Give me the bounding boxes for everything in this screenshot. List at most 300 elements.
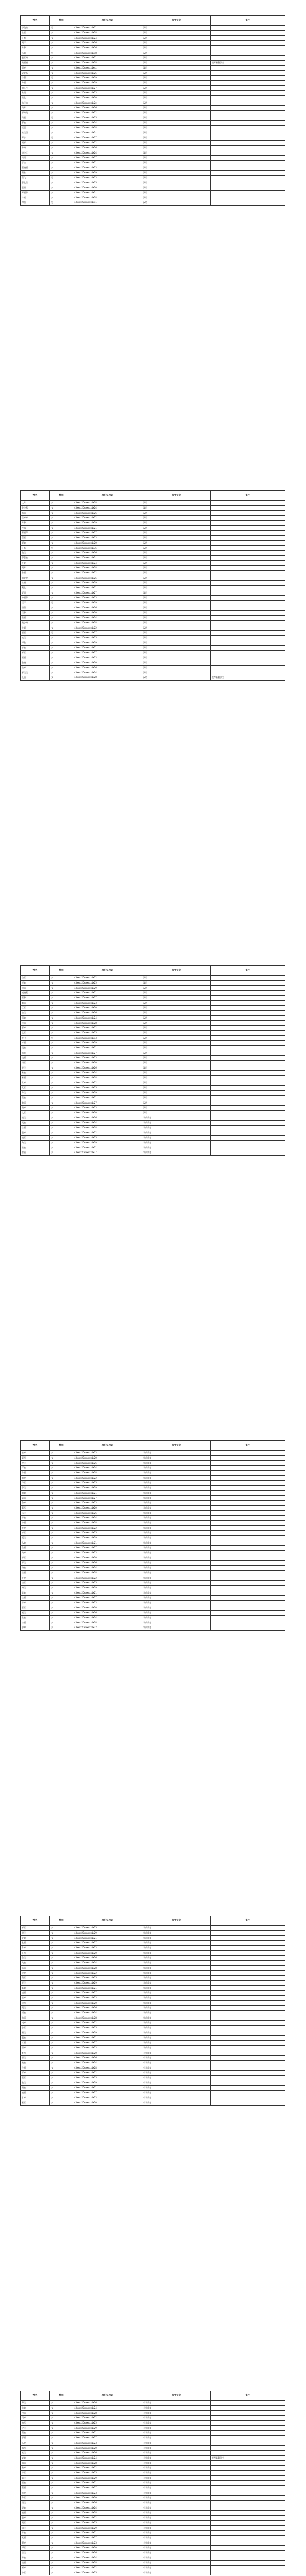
remark-cell <box>211 2036 285 2041</box>
gender-cell: 女 <box>50 45 73 50</box>
gender-cell: 女 <box>50 145 73 150</box>
major-cell: 汉语 <box>142 106 211 111</box>
id-number-cell: 43xxxx20xxxxxx1x21 <box>73 1590 142 1596</box>
name-cell: 宋佳琪 <box>21 130 50 135</box>
id-number-cell: 43xxxx20xxxxxx1x29 <box>73 1140 142 1145</box>
major-cell: 学前教育 <box>142 1625 211 1631</box>
gender-cell: 女 <box>50 170 73 175</box>
major-cell: 小学教育 <box>142 2450 211 2455</box>
gender-cell: 女 <box>50 2420 73 2426</box>
id-number-cell: 43xxxx20xxxxxx1x22 <box>73 2021 142 2026</box>
id-number-cell: 43xxxx20xxxxxx1x25 <box>73 1975 142 1980</box>
table-row <box>21 540 285 546</box>
remark-cell <box>211 605 285 611</box>
id-number-cell: 43xxxx20xxxxxx1x24 <box>73 2505 142 2511</box>
gender-cell: 女 <box>50 2431 73 2436</box>
major-cell: 小学教育 <box>142 2060 211 2065</box>
column-header-major: 报考专业 <box>142 1916 211 1926</box>
gender-cell: 女 <box>50 986 73 991</box>
major-cell: 汉语 <box>142 660 211 666</box>
major-cell: 学前教育 <box>142 1565 211 1570</box>
name-cell: 杜娟 <box>21 581 50 586</box>
gender-cell: 女 <box>50 1100 73 1106</box>
id-number-cell: 43xxxx20xxxxxx1x20 <box>73 1060 142 1065</box>
name-cell: 熊丽 <box>21 655 50 660</box>
name-cell: 阴佳 <box>21 2500 50 2505</box>
name-cell: 姚佳 <box>21 635 50 640</box>
table-row <box>21 1045 285 1050</box>
major-cell: 汉语 <box>142 526 211 531</box>
id-number-cell: 43xxxx20xxxxxx1x20 <box>73 1951 142 1956</box>
name-cell: 薛慧敏 <box>21 555 50 561</box>
remark-cell <box>211 2530 285 2535</box>
remark-cell <box>211 2401 285 2406</box>
major-cell: 学前教育 <box>142 1505 211 1511</box>
remark-cell <box>211 1136 285 1141</box>
table-row <box>21 1496 285 1501</box>
table-row <box>21 1015 285 1021</box>
table-row <box>21 1565 285 1570</box>
name-cell: 唐小红 <box>21 150 50 156</box>
remark-cell <box>211 1140 285 1145</box>
major-cell: 小学教育 <box>142 2416 211 2421</box>
id-number-cell: 43xxxx20xxxxxx1x28 <box>73 1520 142 1526</box>
table-row <box>21 2040 285 2045</box>
major-cell: 学前教育 <box>142 1990 211 1995</box>
table-row <box>21 2481 285 2486</box>
gender-cell: 女 <box>50 2435 73 2441</box>
major-cell: 汉语 <box>142 505 211 511</box>
major-cell: 小学教育 <box>142 2570 211 2575</box>
table-row <box>21 1550 285 1555</box>
id-number-cell: 43xxxx20xxxxxx1x24 <box>73 670 142 675</box>
major-cell: 小学教育 <box>142 2055 211 2060</box>
id-number-cell: 43xxxx20xxxxxx1x20 <box>73 2446 142 2451</box>
table-row <box>21 2545 285 2550</box>
id-number-cell: 43xxxx20xxxxxx1x2x <box>73 555 142 561</box>
major-cell: 汉语 <box>142 30 211 36</box>
id-number-cell: 43xxxx20xxxxxx1x25 <box>73 2075 142 2080</box>
gender-cell: 女 <box>50 1010 73 1015</box>
remark-cell <box>211 2565 285 2570</box>
remark-cell <box>211 1625 285 1631</box>
major-cell: 小学教育 <box>142 2561 211 2566</box>
table-row <box>21 1120 285 1125</box>
major-cell: 学前教育 <box>142 1150 211 1156</box>
remark-cell <box>211 516 285 521</box>
remark-cell <box>211 175 285 180</box>
id-number-cell: 43xxxx20xxxxxx1x29 <box>73 1535 142 1540</box>
major-cell: 学前教育 <box>142 1455 211 1461</box>
table-row <box>21 1036 285 1041</box>
major-cell: 学前教育 <box>142 1136 211 1141</box>
name-cell: 谭雪 <box>21 2545 50 2550</box>
gender-cell: 女 <box>50 2050 73 2056</box>
table-row <box>21 660 285 666</box>
major-cell: 汉语 <box>142 190 211 195</box>
gender-cell: 女 <box>50 1120 73 1125</box>
table-row <box>21 986 285 991</box>
gender-cell: 女 <box>50 1565 73 1570</box>
table-row <box>21 2450 285 2455</box>
id-number-cell: 43xxxx20xxxxxx1x26 <box>73 2500 142 2505</box>
id-number-cell: 43xxxx20xxxxxx1x23 <box>73 655 142 660</box>
id-number-cell: 43xxxx20xxxxxx1x26 <box>73 1461 142 1466</box>
gender-cell: 女 <box>50 511 73 516</box>
gender-cell: 女 <box>50 1065 73 1071</box>
gender-cell: 女 <box>50 190 73 195</box>
remark-cell <box>211 2055 285 2060</box>
id-number-cell: 43xxxx20xxxxxx1x20 <box>73 2001 142 2006</box>
column-header-id-number: 身份证号码 <box>73 16 142 26</box>
gender-cell: 女 <box>50 665 73 670</box>
id-number-cell: 43xxxx20xxxxxx1x23 <box>73 90 142 95</box>
major-cell: 小学教育 <box>142 2426 211 2431</box>
table-row <box>21 36 285 41</box>
remark-cell <box>211 625 285 631</box>
table-row <box>21 1476 285 1481</box>
remark-cell <box>211 540 285 546</box>
major-cell: 汉语 <box>142 620 211 625</box>
table-row <box>21 2086 285 2091</box>
major-cell: 学前教育 <box>142 2045 211 2050</box>
remark-cell <box>211 650 285 655</box>
name-cell: 从婷 <box>21 2441 50 2446</box>
gender-cell: 女 <box>50 2461 73 2466</box>
id-number-cell: 43xxxx20xxxxxx1x25 <box>73 2470 142 2476</box>
table-row <box>21 555 285 561</box>
remark-cell <box>211 130 285 135</box>
name-cell: 席丽 <box>21 2040 50 2045</box>
column-header-remark: 备注 <box>211 1441 285 1451</box>
major-cell: 汉语 <box>142 625 211 631</box>
major-cell: 汉语 <box>142 1056 211 1061</box>
name-cell: 刘洋 <box>21 41 50 46</box>
table-row <box>21 2431 285 2436</box>
name-cell: 颜雪 <box>21 1455 50 1461</box>
major-cell: 汉语 <box>142 605 211 611</box>
name-cell: 孟雪 <box>21 1030 50 1036</box>
column-header-major: 报考专业 <box>142 1441 211 1451</box>
name-cell: 武雪 <box>21 1086 50 1091</box>
name-cell: 游雪 <box>21 2025 50 2030</box>
remark-cell <box>211 1590 285 1596</box>
name-cell: 赖婷 <box>21 2465 50 2470</box>
name-cell: 屈佳 <box>21 2055 50 2060</box>
remark-cell <box>211 590 285 596</box>
id-number-cell: 43xxxx20xxxxxx1x22 <box>73 1476 142 1481</box>
remark-cell <box>211 2490 285 2496</box>
gender-cell: 女 <box>50 2496 73 2501</box>
id-number-cell: 43xxxx20xxxxxx1x25 <box>73 2570 142 2575</box>
name-cell: 詹佳 <box>21 1956 50 1961</box>
table-row <box>21 995 285 1001</box>
name-cell: 毛晓燕 <box>21 991 50 996</box>
id-number-cell: 43xxxx20xxxxxx1x26 <box>73 41 142 46</box>
table-row <box>21 1971 285 1976</box>
id-number-cell: 43xxxx20xxxxxx1x22 <box>73 2515 142 2520</box>
id-number-cell: 43xxxx20xxxxxx1x29 <box>73 1090 142 1095</box>
name-cell: 梅佳 <box>21 1585 50 1590</box>
table-row <box>21 1535 285 1540</box>
gender-cell: 女 <box>50 590 73 596</box>
major-cell: 学前教育 <box>142 1485 211 1490</box>
header-row <box>21 16 285 26</box>
remark-cell <box>211 585 285 590</box>
gender-cell: 女 <box>50 2006 73 2011</box>
name-cell: 逄丽 <box>21 2561 50 2566</box>
name-cell: 时佳 <box>21 1930 50 1936</box>
table-row <box>21 1130 285 1136</box>
id-number-cell: 43xxxx20xxxxxx1x28 <box>73 1125 142 1130</box>
remark-cell <box>211 2461 285 2466</box>
major-cell: 汉语 <box>142 980 211 986</box>
gender-cell: 女 <box>50 1086 73 1091</box>
gender-cell: 女 <box>50 2455 73 2461</box>
name-cell: 屠敏 <box>21 2481 50 2486</box>
remark-cell <box>211 645 285 650</box>
remark-cell <box>211 1075 285 1080</box>
name-cell: 黄丽娟 <box>21 60 50 65</box>
table-row <box>21 1570 285 1575</box>
gender-cell: 女 <box>50 1015 73 1021</box>
remark-cell <box>211 1580 285 1585</box>
table-row <box>21 1470 285 1476</box>
remark-cell <box>211 1071 285 1076</box>
table-row <box>21 2446 285 2451</box>
name-cell: 索佳 <box>21 2450 50 2455</box>
major-cell: 汉语 <box>142 1060 211 1065</box>
table-row <box>21 531 285 536</box>
table-row <box>21 2045 285 2050</box>
remark-cell <box>211 1535 285 1540</box>
remark-cell <box>211 1570 285 1575</box>
name-cell: 欧雪 <box>21 2001 50 2006</box>
remark-cell <box>211 195 285 200</box>
id-number-cell: 43xxxx20xxxxxx1x24 <box>73 1466 142 1471</box>
name-cell: 朱明 <box>21 90 50 95</box>
id-number-cell: 43xxxx20xxxxxx1x28 <box>73 620 142 625</box>
name-cell: 叶青 <box>21 561 50 566</box>
id-number-cell: 43xxxx20xxxxxx1x26 <box>73 1611 142 1616</box>
major-cell: 汉语 <box>142 1071 211 1076</box>
name-cell: 樊敏 <box>21 1120 50 1125</box>
table-row <box>21 80 285 86</box>
gender-cell: 女 <box>50 2515 73 2520</box>
major-cell: 学前教育 <box>142 1615 211 1620</box>
gender-cell: 女 <box>50 140 73 145</box>
remark-cell <box>211 41 285 46</box>
id-number-cell: 43xxxx20xxxxxx1x22 <box>73 1080 142 1086</box>
id-number-cell: 43xxxx20xxxxxx1x24 <box>73 2455 142 2461</box>
table-row <box>21 200 285 206</box>
major-cell: 小学教育 <box>142 2505 211 2511</box>
table-row <box>21 1140 285 1145</box>
major-cell: 学前教育 <box>142 1481 211 1486</box>
id-number-cell: 43xxxx20xxxxxx1x21 <box>73 1540 142 1546</box>
remark-cell <box>211 615 285 620</box>
remark-cell <box>211 2021 285 2026</box>
gender-cell: 女 <box>50 980 73 986</box>
id-number-cell: 43xxxx20xxxxxx1x23 <box>73 165 142 171</box>
remark-cell <box>211 1036 285 1041</box>
id-number-cell: 43xxxx20xxxxxx1x23 <box>73 596 142 601</box>
gender-cell: 女 <box>50 2401 73 2406</box>
gender-cell: 女 <box>50 1546 73 1551</box>
name-cell: 石磊 <box>21 630 50 635</box>
name-cell: 廖敏 <box>21 645 50 650</box>
id-number-cell: 43xxxx20xxxxxx1x20 <box>73 660 142 666</box>
name-cell: 金晓 <box>21 660 50 666</box>
name-cell: 甘婷 <box>21 2095 50 2100</box>
major-cell: 学前教育 <box>142 1561 211 1566</box>
table-row <box>21 1526 285 1531</box>
major-cell: 汉语 <box>142 535 211 540</box>
gender-cell: 女 <box>50 65 73 71</box>
gender-cell: 女 <box>50 611 73 616</box>
id-number-cell: 43xxxx20xxxxxx1x26 <box>73 511 142 516</box>
gender-cell: 女 <box>50 2545 73 2550</box>
major-cell: 学前教育 <box>142 1125 211 1130</box>
remark-cell <box>211 505 285 511</box>
remark-cell <box>211 2405 285 2411</box>
id-number-cell: 43xxxx20xxxxxx1x22 <box>73 1575 142 1581</box>
id-number-cell: 43xxxx20xxxxxx1x26 <box>73 2401 142 2406</box>
major-cell: 汉语 <box>142 1105 211 1110</box>
table-row <box>21 1511 285 1516</box>
id-number-cell: 43xxxx20xxxxxx1x27 <box>73 155 142 160</box>
remark-cell <box>211 1120 285 1125</box>
id-number-cell: 43xxxx20xxxxxx1x23 <box>73 2441 142 2446</box>
major-cell: 汉语 <box>142 531 211 536</box>
remark-cell <box>211 86 285 91</box>
gender-cell: 女 <box>50 86 73 91</box>
name-cell: 闻佳 <box>21 2526 50 2531</box>
table-row <box>21 596 285 601</box>
remark-cell <box>211 2481 285 2486</box>
major-cell: 汉语 <box>142 1050 211 1056</box>
name-cell: 季佳 <box>21 1485 50 1490</box>
gender-cell: 女 <box>50 2100 73 2106</box>
column-header-gender: 性别 <box>50 2391 73 2401</box>
remark-cell <box>211 501 285 506</box>
major-cell: 小学教育 <box>142 2465 211 2470</box>
id-number-cell: 43xxxx20xxxxxx1x24 <box>73 615 142 620</box>
name-cell: 姜丽 <box>21 615 50 620</box>
name-cell: 乔佳 <box>21 1090 50 1095</box>
gender-cell: 女 <box>50 2565 73 2570</box>
gender-cell: 女 <box>50 1531 73 1536</box>
major-cell: 小学教育 <box>142 2540 211 2546</box>
name-cell: 卢楠 <box>21 526 50 531</box>
name-cell: 袁园 <box>21 185 50 191</box>
name-cell: 陈静 <box>21 45 50 50</box>
table-row <box>21 115 285 121</box>
name-cell: 曲丽 <box>21 2015 50 2021</box>
table-row <box>21 1105 285 1110</box>
major-cell: 汉语 <box>142 986 211 991</box>
major-cell: 汉语 <box>142 135 211 141</box>
gender-cell: 男 <box>50 1036 73 1041</box>
id-number-cell: 43xxxx20xxxxxx1x27 <box>73 1050 142 1056</box>
column-header-remark: 备注 <box>211 16 285 26</box>
table-row <box>21 130 285 135</box>
gender-cell: 女 <box>50 2030 73 2036</box>
major-cell: 汉语 <box>142 155 211 160</box>
remark-cell <box>211 1461 285 1466</box>
remark-cell <box>211 1945 285 1951</box>
column-header-remark: 备注 <box>211 491 285 501</box>
gender-cell: 女 <box>50 1500 73 1505</box>
table-row <box>21 45 285 50</box>
table-row <box>21 175 285 180</box>
gender-cell: 女 <box>50 1056 73 1061</box>
major-cell: 小学教育 <box>142 2470 211 2476</box>
name-cell: 能丽 <box>21 2511 50 2516</box>
remark-cell <box>211 2100 285 2106</box>
remark-cell <box>211 2470 285 2476</box>
id-number-cell: 43xxxx20xxxxxx1x2x <box>73 130 142 135</box>
id-number-cell: 43xxxx20xxxxxx1x23 <box>73 2490 142 2496</box>
major-cell: 汉语 <box>142 540 211 546</box>
id-number-cell: 43xxxx20xxxxxx1x26 <box>73 550 142 555</box>
gender-cell: 女 <box>50 2570 73 2575</box>
remark-cell <box>211 1056 285 1061</box>
major-cell: 学前教育 <box>142 1585 211 1590</box>
table-row <box>21 2416 285 2421</box>
remark-cell <box>211 1065 285 1071</box>
major-cell: 学前教育 <box>142 1500 211 1505</box>
id-number-cell: 43xxxx20xxxxxx1x20 <box>73 2496 142 2501</box>
remark-cell <box>211 80 285 86</box>
name-cell: 翟丽 <box>21 1150 50 1156</box>
remark-cell <box>211 2010 285 2015</box>
name-cell: 彭丽 <box>21 511 50 516</box>
major-cell: 小学教育 <box>142 2515 211 2520</box>
gender-cell: 女 <box>50 1485 73 1490</box>
major-cell: 汉语 <box>142 516 211 521</box>
major-cell: 汉语 <box>142 80 211 86</box>
id-number-cell: 43xxxx20xxxxxx1x28 <box>73 2561 142 2566</box>
table-row <box>21 2001 285 2006</box>
name-cell: 汤雪 <box>21 1060 50 1065</box>
roster-table <box>20 1916 285 2106</box>
name-cell: 倪佳 <box>21 1461 50 1466</box>
id-number-cell: 43xxxx20xxxxxx1x17 <box>73 630 142 635</box>
table-row <box>21 2540 285 2546</box>
name-cell: 谷婷 <box>21 1625 50 1631</box>
gender-cell: 女 <box>50 110 73 115</box>
table-row <box>21 2420 285 2426</box>
id-number-cell: 43xxxx20xxxxxx1x20 <box>73 1455 142 1461</box>
table-row <box>21 106 285 111</box>
major-cell: 汉语 <box>142 675 211 681</box>
remark-cell <box>211 520 285 526</box>
table-row <box>21 516 285 521</box>
gender-cell: 女 <box>50 1926 73 1931</box>
major-cell: 学前教育 <box>142 2030 211 2036</box>
gender-cell: 男 <box>50 200 73 206</box>
id-number-cell: 43xxxx20xxxxxx1x24 <box>73 1565 142 1570</box>
major-cell: 学前教育 <box>142 1570 211 1575</box>
id-number-cell: 43xxxx20xxxxxx1x22 <box>73 1130 142 1136</box>
gender-cell: 女 <box>50 2070 73 2075</box>
remark-cell: 报考新疆学生 <box>211 675 285 681</box>
table-row <box>21 1490 285 1496</box>
remark-cell <box>211 1466 285 1471</box>
remark-cell <box>211 665 285 670</box>
remark-cell <box>211 655 285 660</box>
